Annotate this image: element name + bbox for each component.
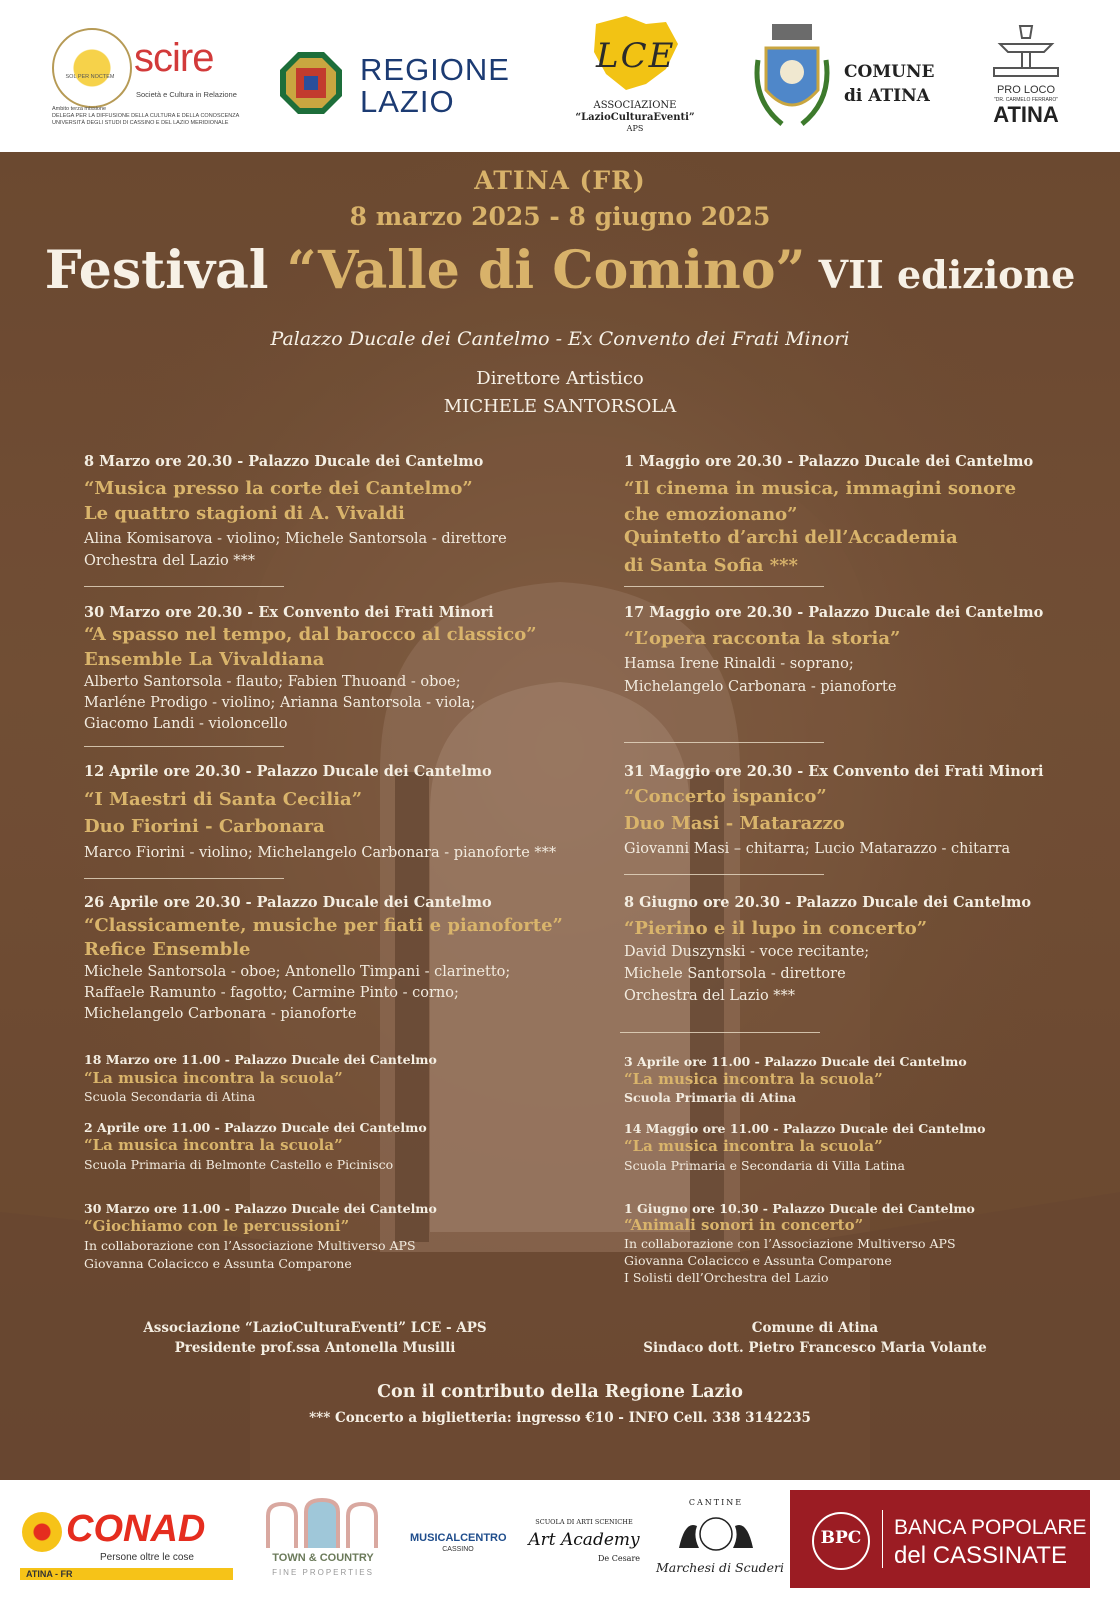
art-sub: De Cesare [598,1554,640,1563]
event-title: “Pierino e il lupo in concerto” [624,918,928,939]
school-event-title: “La musica incontra la scuola” [624,1137,883,1155]
event-head: 8 Marzo ore 20.30 - Palazzo Ducale dei Cantelmo [84,453,484,470]
event-title: “Il cinema in musica, immagini sonore [624,478,1017,499]
conad-name: CONAD [66,1508,206,1550]
event-title: Le quattro stagioni di A. Vivaldi [84,503,405,524]
separator [624,742,824,743]
event-performers: Marléne Prodigo - violino; Arianna Santorsola - viola; [84,695,476,711]
event-title: “Classicamente, musiche per fiati e pianoforte” [84,915,563,936]
conad-place: ATINA - FR [20,1568,233,1580]
school-event-title: “La musica incontra la scuola” [84,1069,343,1087]
event-title: “I Maestri di Santa Cecilia” [84,789,363,810]
separator [84,586,284,587]
event-performers: Alberto Santorsola - flauto; Fabien Thuoand - oboe; [84,674,461,690]
conad-logo [20,1508,235,1580]
event-performers: Orchestra del Lazio *** [84,553,256,569]
banca-line1: BANCA POPOLARE [894,1516,1087,1539]
event-head: 31 Maggio ore 20.30 - Ex Convento dei Frati Minori [624,763,1044,780]
proloco-line2: "DR. CARMELO FERRARO" [993,97,1059,103]
event-performers: Michele Santorsola - direttore [624,966,846,982]
event-performers: Michelangelo Carbonara - pianoforte [624,679,897,695]
scire-name: scire [134,36,214,80]
school-event-head: 1 Giugno ore 10.30 - Palazzo Ducale dei Cantelmo [624,1201,975,1216]
school-event-performers: Scuola Secondaria di Atina [84,1089,256,1104]
event-title: Ensemble La Vivaldiana [84,649,325,670]
footer-left-org: Associazione “LazioCulturaEventi” LCE - APS [143,1320,487,1336]
event-head: 26 Aprile ore 20.30 - Palazzo Ducale dei Cantelmo [84,894,492,911]
event-performers: Hamsa Irene Rinaldi - soprano; [624,656,854,672]
separator [84,746,284,747]
proloco-logo [986,22,1066,132]
event-performers: Giovanni Masi – chitarra; Lucio Matarazzo - chitarra [624,841,1011,857]
scire-sub2: DELEGA PER LA DIFFUSIONE DELLA CULTURA E DELLA CONOSCENZA [52,113,240,119]
event-performers: Giacomo Landi - violoncello [84,716,288,732]
seal-motto: SOL PER NOCTEM [65,74,115,80]
school-event-title: “La musica incontra la scuola” [624,1070,883,1088]
event-title: Refice Ensemble [84,939,251,960]
lce-line1: ASSOCIAZIONE [593,100,677,111]
event-title: Duo Fiorini - Carbonara [84,816,325,837]
venues-line: Palazzo Ducale dei Cantelmo - Ex Convento dei Frati Minori [270,328,850,350]
event-head: 1 Maggio ore 20.30 - Palazzo Ducale dei Cantelmo [624,453,1034,470]
arches-icon [262,1498,382,1548]
event-head: 8 Giugno ore 20.30 - Palazzo Ducale dei Cantelmo [624,894,1032,911]
event-head: 30 Marzo ore 20.30 - Ex Convento dei Frati Minori [84,604,494,621]
title-name: “Valle di Comino” [286,240,806,301]
conad-tag: Persone oltre le cose [100,1552,194,1563]
event-title: “Musica presso la corte dei Cantelmo” [84,478,473,499]
event-title: di Santa Sofia *** [624,555,798,576]
scire-sub1: Ambito terza missione [52,106,107,112]
art-name: Art Academy [528,1530,640,1550]
scire-logo [52,28,242,128]
marchesi-logo [656,1498,785,1588]
lce-mark: LCE [596,36,676,76]
separator [624,874,824,875]
school-event-title: “La musica incontra la scuola” [84,1136,343,1154]
fountain-icon [990,22,1062,78]
town-sub: FINE PROPERTIES [272,1568,374,1577]
music-name: MUSICALCENTRO [410,1532,507,1544]
town-name: TOWN & COUNTRY [272,1552,374,1564]
event-title: “A spasso nel tempo, dal barocco al classico” [84,624,537,645]
flower-icon [22,1512,62,1552]
regione-line1: REGIONE [360,52,510,87]
event-head: 12 Aprile ore 20.30 - Palazzo Ducale dei Cantelmo [84,763,492,780]
event-title: “Concerto ispanico” [624,786,827,807]
festival-place: ATINA (FR) [474,166,646,195]
school-event-head: 3 Aprile ore 11.00 - Palazzo Ducale dei Cantelmo [624,1054,967,1069]
art-top: SCUOLA DI ARTI SCENICHE [535,1518,633,1526]
lce-logo [560,14,710,144]
director-name: MICHELE SANTORSOLA [443,396,677,417]
regione-line2: LAZIO [360,84,455,119]
scire-sub3: UNIVERSITÀ DEGLI STUDI DI CASSINO E DEL LAZIO MERIDIONALE [52,120,229,126]
coat-of-arms-icon [752,20,832,136]
event-performers: David Duszynski - voce recitante; [624,944,870,960]
festival-title [0,240,1120,301]
marchesi-top: CANTINE [688,1498,744,1507]
event-title: “L’opera racconta la storia” [624,628,901,649]
footer-right-mayor: Sindaco dott. Pietro Francesco Maria Volante [643,1340,987,1356]
school-event-performers: Giovanna Colacicco e Assunta Comparone [84,1256,352,1271]
musicalcentro-logo [410,1518,510,1568]
title-prefix: Festival [44,240,287,301]
bpc-mark: BPC [820,1528,862,1548]
poster-main [0,152,1120,1480]
festival-dates: 8 marzo 2025 - 8 giugno 2025 [349,202,771,231]
regione-lazio-logo [278,50,518,120]
school-event-head: 18 Marzo ore 11.00 - Palazzo Ducale dei Cantelmo [84,1052,437,1067]
event-title: che emozionano” [624,504,798,525]
sponsors-bar [0,1480,1120,1600]
event-performers: Orchestra del Lazio *** [624,988,796,1004]
school-event-performers: I Solisti dell’Orchestra del Lazio [624,1270,829,1285]
event-performers: Michele Santorsola - oboe; Antonello Timpani - clarinetto; [84,964,511,980]
event-performers: Michelangelo Carbonara - pianoforte [84,1006,357,1022]
school-event-performers: Scuola Primaria di Atina [624,1090,797,1105]
title-edition: VII edizione [805,252,1076,297]
marchesi-name: Marchesi di Scuderi [656,1560,785,1575]
lce-line3: APS [626,124,644,133]
art-academy-logo [528,1518,640,1578]
school-event-head: 2 Aprile ore 11.00 - Palazzo Ducale dei Cantelmo [84,1120,427,1135]
school-event-head: 30 Marzo ore 11.00 - Palazzo Ducale dei Cantelmo [84,1201,437,1216]
regione-emblem-icon [278,50,344,116]
event-head: 17 Maggio ore 20.30 - Palazzo Ducale dei Cantelmo [624,604,1044,621]
banca-logo [790,1490,1090,1588]
director-label: Direttore Artistico [476,368,644,389]
contribution-line: Con il contributo della Regione Lazio [377,1382,743,1402]
proloco-line3: ATINA [993,102,1059,127]
town-country-logo [258,1498,388,1588]
tickets-info: *** Concerto a biglietteria: ingresso €10 - INFO Cell. 338 3142235 [309,1410,811,1426]
separator [84,878,284,879]
university-seal-icon [52,28,132,108]
school-event-performers: Giovanna Colacicco e Assunta Comparone [624,1253,892,1268]
banca-divider [882,1510,883,1568]
comune-atina-logo [752,20,942,140]
proloco-line1: PRO LOCO [996,84,1056,96]
event-title: Duo Masi - Matarazzo [624,813,845,834]
school-event-performers: In collaborazione con l’Associazione Multiverso APS [84,1238,416,1253]
comune-line2: di ATINA [844,86,930,106]
lce-line2: “LazioCulturaEventi” [575,112,695,123]
footer-right-org: Comune di Atina [751,1320,879,1336]
separator [624,586,824,587]
event-performers: Marco Fiorini - violino; Michelangelo Carbonara - pianoforte *** [84,845,557,861]
music-sub: CASSINO [442,1546,474,1553]
event-performers: Raffaele Ramunto - fagotto; Carmine Pinto - corno; [84,985,459,1001]
banca-line2: del CASSINATE [894,1542,1067,1569]
event-title: Quintetto d’archi dell’Accademia [624,527,958,548]
school-event-performers: Scuola Primaria di Belmonte Castello e Picinisco [84,1157,394,1172]
school-event-performers: Scuola Primaria e Secondaria di Villa Latina [624,1158,905,1173]
comune-line1: COMUNE [844,62,935,82]
event-performers: Alina Komisarova - violino; Michele Santorsola - direttore [84,531,507,547]
school-event-head: 14 Maggio ore 11.00 - Palazzo Ducale dei Cantelmo [624,1121,986,1136]
scire-tagline: Società e Cultura in Relazione [136,90,237,99]
separator [620,1032,820,1033]
school-event-title: “Animali sonori in concerto” [624,1216,864,1234]
header-logos [0,0,1120,152]
crest-icon [671,1512,761,1556]
school-event-title: “Giochiamo con le percussioni” [84,1217,350,1235]
school-event-performers: In collaborazione con l’Associazione Multiverso APS [624,1236,956,1251]
footer-left-president: Presidente prof.ssa Antonella Musilli [174,1340,456,1356]
